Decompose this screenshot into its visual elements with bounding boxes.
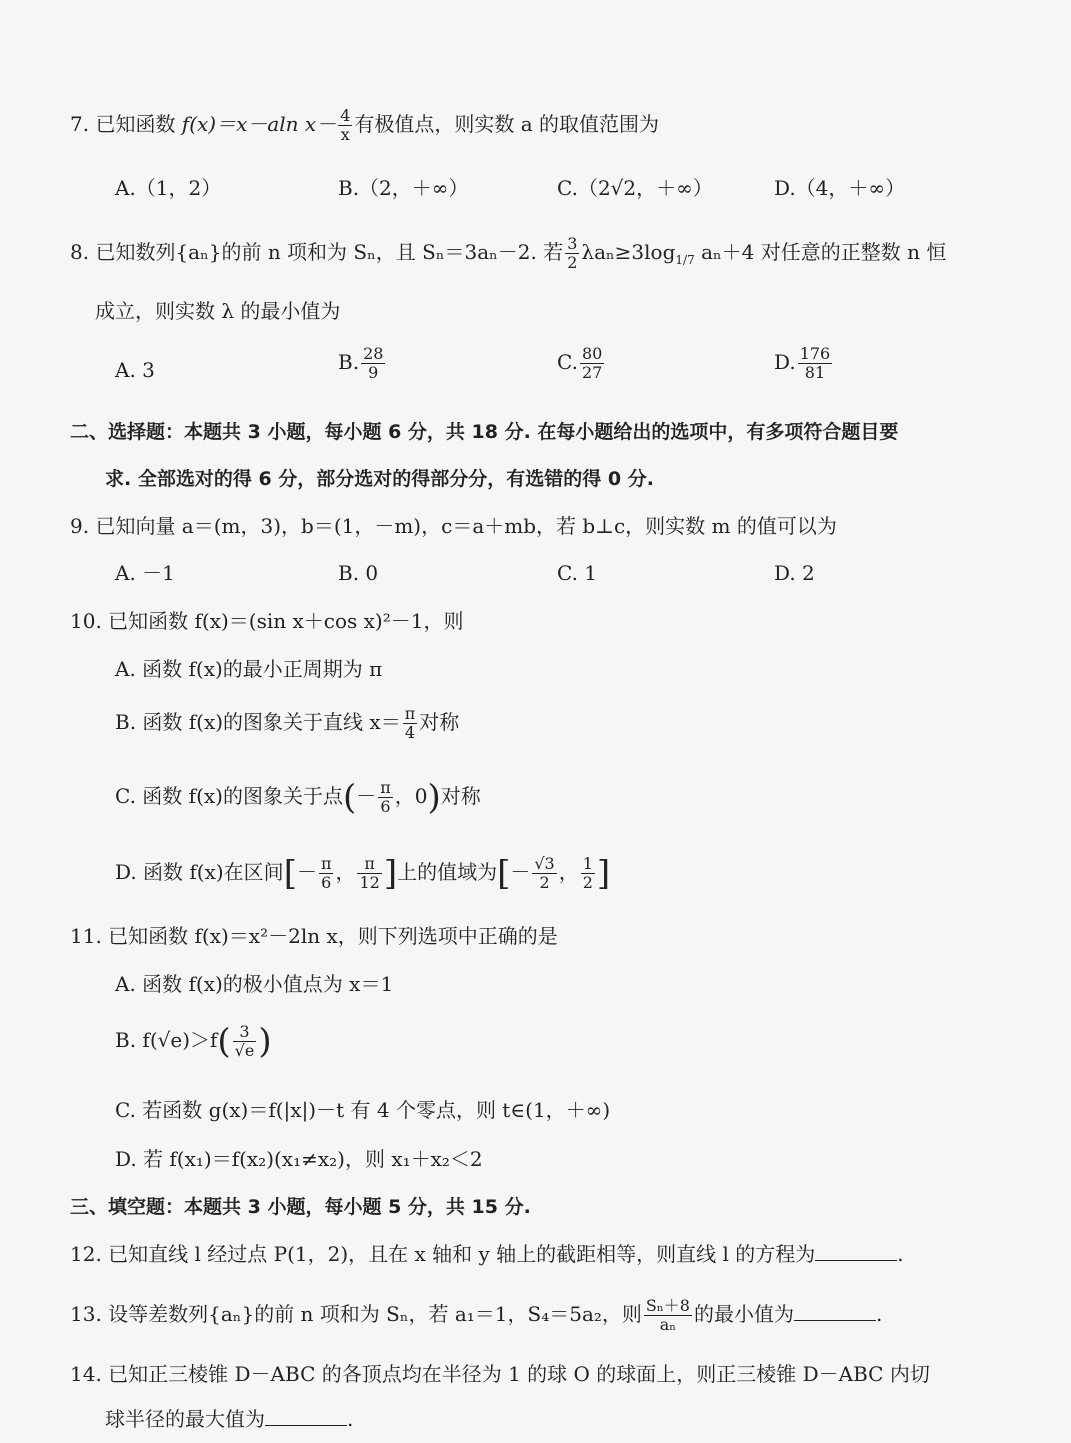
q13-end: . xyxy=(875,1302,883,1326)
q8-option-a: A. 3 xyxy=(115,358,155,382)
q10-opt-d-d3: 2 xyxy=(539,873,550,892)
q8-stem-pre: 8. 已知数列{aₙ}的前 n 项和为 Sₙ，且 Sₙ＝3aₙ－2. 若 xyxy=(70,240,564,264)
q10-opt-c-frac xyxy=(378,780,393,815)
q10-opt-b-den: 4 xyxy=(404,723,416,742)
q8-opt-d-den: 81 xyxy=(804,363,826,382)
q7-frac-num: 4 xyxy=(340,106,351,125)
answer-blank[interactable] xyxy=(815,1242,897,1261)
q10-opt-c-post: 对称 xyxy=(440,784,481,808)
q8-log-base: 1/7 xyxy=(675,253,695,267)
question-13-stem xyxy=(70,1298,882,1333)
q8-opt-b-frac xyxy=(361,346,385,381)
q10-opt-d-n1: π xyxy=(320,854,332,873)
question-8-stem xyxy=(70,236,946,274)
q11-option-d: D. 若 f(x₁)＝f(x₂)(x₁≠x₂)，则 x₁＋x₂＜2 xyxy=(115,1147,483,1171)
q14-line2-text: 球半径的最大值为 xyxy=(105,1407,265,1431)
q8-frac-den: 2 xyxy=(567,253,578,272)
q8-opt-c-num: 80 xyxy=(581,344,603,363)
q10-opt-b-frac xyxy=(403,706,418,741)
q11-opt-b-pre: B. f(√e)＞f xyxy=(115,1028,218,1052)
q8-opt-d-label: D. xyxy=(774,350,796,374)
q13-stem-post: 的最小值为 xyxy=(693,1302,794,1326)
q7-stem-post: 有极值点，则实数 a 的取值范围为 xyxy=(354,112,660,136)
q10-opt-d-n4: 1 xyxy=(582,854,593,873)
q10-opt-c-den: 6 xyxy=(380,797,391,816)
q10-opt-d-n3: √3 xyxy=(534,854,555,873)
q10-opt-d-d1: 6 xyxy=(321,873,332,892)
q8-option-d xyxy=(774,346,834,381)
left-paren-glyph-b: ( xyxy=(217,1021,231,1062)
q10-opt-b-pre: B. 函数 f(x)的图象关于直线 x＝ xyxy=(115,710,401,734)
q11-option-b xyxy=(115,1021,272,1062)
q10-option-d: D. 函数 f(x)在区间[－ $\frac{\pi}{6}$ ， $\frac{\pi}{12}$ ]上的值域为[－ $\frac{√3}{2}$ ， $\frac{1}{2}$ ] xyxy=(115,853,611,894)
q10-opt-c-sign: － xyxy=(356,784,377,808)
section-2-header-line2: 求. 全部选对的得 6 分，部分选对的得部分分，有选错的得 0 分. xyxy=(105,468,654,490)
question-11-stem: 11. 已知函数 f(x)＝x²－2ln x，则下列选项中正确的是 xyxy=(70,924,558,948)
q9-option-d: D. 2 xyxy=(774,561,815,585)
section-2-header: 二、选择题：本题共 3 小题，每小题 6 分，共 18 分. 在每小题给出的选项中，有多项符合题目要 xyxy=(70,421,899,443)
q8-opt-c-den: 27 xyxy=(581,363,603,382)
answer-blank[interactable] xyxy=(265,1407,347,1426)
q10-opt-c-pre: C. 函数 f(x)的图象关于点 xyxy=(115,784,343,808)
q14-end: . xyxy=(347,1407,354,1431)
q8-opt-c-label: C. xyxy=(557,350,578,374)
q8-stem-line2: 成立，则实数 λ 的最小值为 xyxy=(95,299,341,323)
q10-opt-b-num: π xyxy=(404,704,416,723)
left-paren-glyph: ( xyxy=(342,777,357,818)
q11-option-c: C. 若函数 g(x)＝f(|x|)－t 有 4 个零点，则 t∈(1，＋∞) xyxy=(115,1098,611,1122)
answer-blank[interactable] xyxy=(794,1302,876,1321)
q7-stem-pre: 7. 已知函数 xyxy=(70,112,182,136)
q7-expression: f(x)＝x－aln x－ xyxy=(181,112,337,136)
q10-opt-c-num: π xyxy=(380,778,391,797)
q8-fraction xyxy=(565,236,579,271)
q8-opt-c-frac xyxy=(580,346,604,381)
q8-stem-mid: λaₙ≥3log xyxy=(581,240,676,264)
q8-option-c xyxy=(557,346,606,381)
q13-frac-num: Sₙ＋8 xyxy=(645,1296,690,1315)
question-12-stem xyxy=(70,1240,904,1268)
section-3-header: 三、填空题：本题共 3 小题，每小题 5 分，共 15 分. xyxy=(70,1196,531,1218)
q12-stem-text: 12. 已知直线 l 经过点 P(1，2)，且在 x 轴和 y 轴上的截距相等，则直线 l 的方程为 xyxy=(70,1242,816,1266)
left-bracket-glyph-2: [ xyxy=(497,853,511,894)
q10-opt-d-d4: 2 xyxy=(582,873,593,892)
q11-opt-b-num: 3 xyxy=(233,1024,257,1042)
question-9-stem: 9. 已知向量 a＝(m，3)，b＝(1，－m)，c＝a＋mb，若 b⊥c，则实数 m 的值可以为 xyxy=(70,514,837,538)
q9-option-c: C. 1 xyxy=(557,561,598,585)
q10-opt-d-mid: 上的值域为 xyxy=(397,860,498,884)
q8-opt-b-den: 9 xyxy=(368,363,379,382)
question-14-line2 xyxy=(105,1405,353,1433)
q8-opt-d-num: 176 xyxy=(799,344,831,363)
q9-option-b: B. 0 xyxy=(338,561,379,585)
left-bracket-glyph: [ xyxy=(283,853,297,894)
q7-option-c: C.（2√2，＋∞） xyxy=(557,176,713,200)
q7-option-b: B.（2，＋∞） xyxy=(338,176,469,200)
q11-option-a: A. 函数 f(x)的极小值点为 x＝1 xyxy=(115,972,394,996)
q8-opt-d-frac xyxy=(798,346,833,381)
q10-opt-d-n2: π xyxy=(357,856,381,874)
q8-opt-b-num: 28 xyxy=(363,344,384,363)
q10-opt-b-post: 对称 xyxy=(419,710,460,734)
question-14-stem: 14. 已知正三棱锥 D－ABC 的各顶点均在半径为 1 的球 O 的球面上，则正三棱锥 D－ABC 内切 xyxy=(70,1362,930,1386)
q11-opt-b-frac xyxy=(233,1024,257,1059)
question-10-stem: 10. 已知函数 f(x)＝(sin x＋cos x)²－1，则 xyxy=(70,609,464,633)
q10-option-c xyxy=(115,777,481,818)
q8-option-b xyxy=(338,346,387,381)
question-7-stem xyxy=(70,108,659,143)
q13-frac-den: aₙ xyxy=(659,1315,677,1334)
q10-opt-d-frac4 xyxy=(581,856,595,891)
q10-opt-c-tail: ，0 xyxy=(394,784,428,808)
q11-opt-b-den: √e xyxy=(234,1041,255,1060)
q10-opt-d-pre: D. 函数 f(x)在区间 xyxy=(115,860,284,884)
q10-option-b xyxy=(115,706,459,741)
q9-option-a: A. －1 xyxy=(115,561,175,585)
q8-frac-num: 3 xyxy=(567,234,578,253)
q7-fraction xyxy=(338,108,352,143)
right-paren-glyph: ) xyxy=(427,777,441,818)
q10-opt-d-frac2 xyxy=(357,856,381,891)
q13-fraction xyxy=(644,1298,692,1333)
q12-end: . xyxy=(897,1242,904,1266)
q7-option-a: A.（1，2） xyxy=(115,176,222,200)
q8-stem-post: aₙ＋4 对任意的正整数 n 恒 xyxy=(694,240,947,264)
right-bracket-glyph: ] xyxy=(383,853,398,894)
q8-opt-b-label: B. xyxy=(338,350,360,374)
q10-option-a: A. 函数 f(x)的最小正周期为 π xyxy=(115,657,383,681)
right-bracket-glyph-2: ] xyxy=(596,853,611,894)
q13-stem-pre: 13. 设等差数列{aₙ}的前 n 项和为 Sₙ，若 a₁＝1，S₄＝5a₂，则 xyxy=(70,1302,642,1326)
q10-opt-d-d2: 12 xyxy=(359,873,380,892)
q7-frac-den: x xyxy=(340,125,350,144)
q10-opt-d-frac1 xyxy=(319,856,334,891)
q10-opt-d-frac3 xyxy=(532,856,556,891)
q7-option-d: D.（4，＋∞） xyxy=(774,176,906,200)
right-paren-glyph-b: ) xyxy=(258,1021,272,1062)
